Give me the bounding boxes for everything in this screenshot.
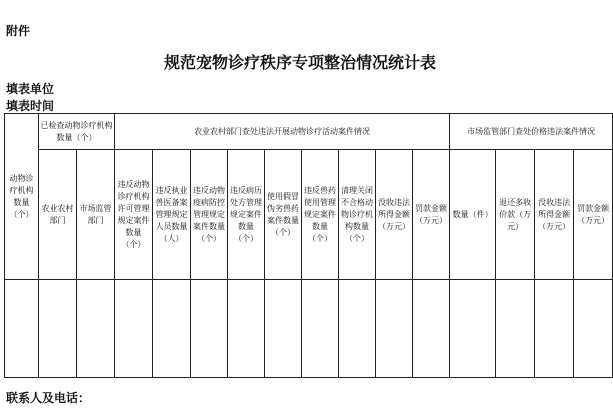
data-cell[interactable] — [496, 280, 535, 378]
data-cell[interactable] — [5, 280, 39, 378]
header-agri-disease-control: 违反动物疫病防控管理规定案件数量（个） — [191, 150, 228, 280]
fill-time-label: 填表时间 — [6, 99, 55, 113]
header-agri-drug-use: 违反兽药使用管理规定案件数量（个） — [302, 150, 339, 280]
header-clinic-count: 动物诊疗机构数量（个） — [5, 114, 39, 280]
data-cell[interactable] — [339, 280, 376, 378]
header-inspected-count: 已检查动物诊疗机构数量（个） — [39, 114, 115, 150]
header-agri-closed-clinics: 清理关闭不合格动物诊疗机构数量（个） — [339, 150, 376, 280]
data-cell[interactable] — [77, 280, 115, 378]
header-market-fines: 罚款金额（万元） — [574, 150, 613, 280]
header-agri-prescription: 违反病历处方管理规定案件数量（个） — [228, 150, 265, 280]
header-agri-confiscated: 没收违法所得金额（万元） — [376, 150, 413, 280]
attachment-label: 附件 — [6, 24, 31, 38]
data-cell[interactable] — [115, 280, 153, 378]
header-agri-group: 农业农村部门查处违法开展动物诊疗活动案件情况 — [115, 114, 450, 150]
header-market-confiscated: 没收违法所得金额（万元） — [535, 150, 574, 280]
data-cell[interactable] — [153, 280, 191, 378]
data-cell[interactable] — [413, 280, 450, 378]
data-cell[interactable] — [574, 280, 613, 378]
data-cell[interactable] — [265, 280, 302, 378]
contact-label: 联系人及电话： — [6, 391, 91, 405]
header-market-refund: 退还多收价款（万元） — [496, 150, 535, 280]
header-agri-vet-registration: 违反执业兽医备案管理规定人员数量（人） — [153, 150, 191, 280]
table-row — [5, 280, 613, 378]
header-agri-counterfeit-drugs: 使用假冒伪劣兽药案件数量（个） — [265, 150, 302, 280]
header-market-group: 市场监管部门查处价格违法案件情况 — [450, 114, 613, 150]
data-cell[interactable] — [535, 280, 574, 378]
data-cell[interactable] — [302, 280, 339, 378]
header-inspected-market: 市场监管部门 — [77, 150, 115, 280]
data-cell[interactable] — [191, 280, 228, 378]
data-cell[interactable] — [228, 280, 265, 378]
header-inspected-agri: 农业农村部门 — [39, 150, 77, 280]
data-cell[interactable] — [376, 280, 413, 378]
header-market-count: 数量（件） — [450, 150, 496, 280]
data-cell[interactable] — [450, 280, 496, 378]
data-cell[interactable] — [39, 280, 77, 378]
document-title: 规范宠物诊疗秩序专项整治情况统计表 — [163, 53, 436, 72]
header-agri-fines: 罚款金额（万元） — [413, 150, 450, 280]
header-agri-license-cases: 违反动物诊疗机构许可管理规定案件数量（个） — [115, 150, 153, 280]
fill-unit-label: 填表单位 — [6, 82, 55, 96]
statistics-table — [4, 113, 613, 378]
